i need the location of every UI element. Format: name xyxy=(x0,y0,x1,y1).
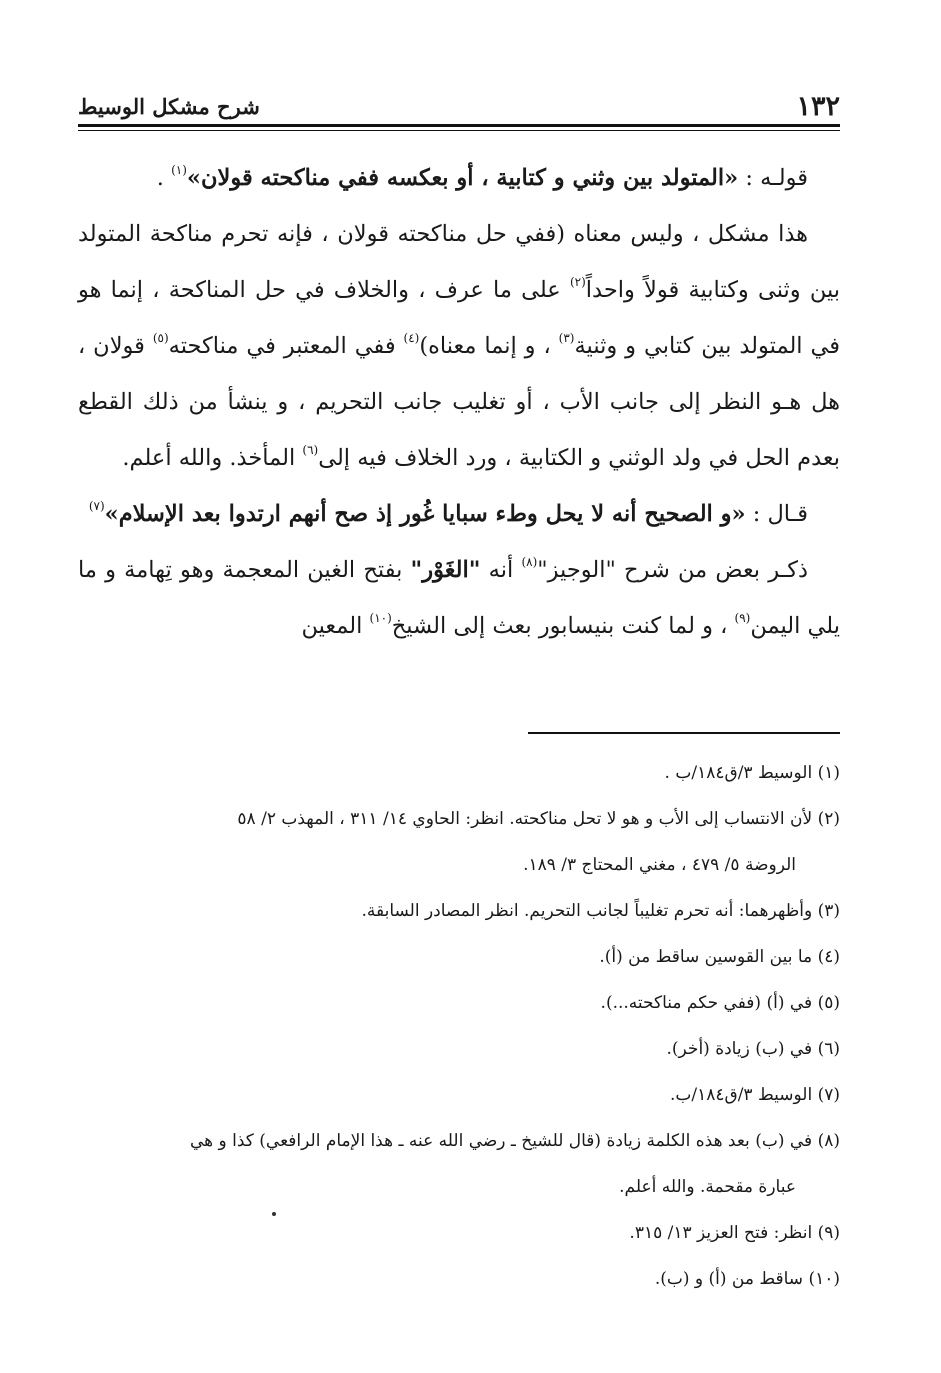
footnote-ref[interactable]: (٩) xyxy=(734,611,751,625)
text-run: قولان ، هل هـو النظر إلى جانب الأب ، أو تغليب جانب التحريم ، و ينشأ من ذلك القطع بعدم الحل في ولد الوثني و الكتابية ، ورد الخلاف فيه إلى xyxy=(78,333,840,471)
footnote-separator xyxy=(528,732,840,734)
footnote-ref[interactable]: (٦) xyxy=(302,443,319,457)
footnote-continuation: عبارة مقحمة. والله أعلم. xyxy=(619,1177,796,1197)
running-title: شرح مشكل الوسيط xyxy=(78,94,260,119)
footnote-ref[interactable]: (٣) xyxy=(558,331,575,345)
footnote-1 xyxy=(78,750,840,796)
footnote-2 xyxy=(78,796,840,888)
footnote-ref[interactable]: (٢) xyxy=(569,275,586,289)
footnote-8 xyxy=(78,1118,840,1210)
quoted-text: «و الصحيح أنه لا يحل وطء سبايا غُور إذ صح أنهم ارتدوا بعد الإسلام» xyxy=(104,501,746,527)
footnote-text: في (ب) زيادة (أخر). xyxy=(666,1039,813,1059)
paragraph-2 xyxy=(78,206,840,486)
text-run: ذكـر بعض من شرح "الوجيز" xyxy=(537,557,808,583)
term: "الغَوْر" xyxy=(410,557,481,583)
footnote-4 xyxy=(78,934,840,980)
footnote-10 xyxy=(78,1256,840,1302)
text-run: هذا مشكل ، وليس معناه (ففي حل مناكحته قولان ، فإنه تحرم مناكحة المتولد بين وثنى وكتابية قولاً واحداً xyxy=(78,221,841,303)
footnote-text: لأن الانتساب إلى الأب و هو لا تحل مناكحته. انظر: الحاوي ١٤/ ٣١١ ، المهذب ٢/ ٥٨ xyxy=(237,809,813,829)
footnote-ref[interactable]: (٥) xyxy=(152,331,169,345)
text-run: ، و لما كنت بنيسابور بعث إلى الشيخ xyxy=(391,613,735,639)
footnote-ref[interactable]: (٨) xyxy=(521,555,538,569)
page-header xyxy=(78,92,840,122)
footnote-number: (٢) xyxy=(817,809,840,829)
text-run: أنه xyxy=(480,557,522,583)
quote-label: قـال : xyxy=(745,501,808,527)
footnotes xyxy=(78,750,840,1302)
main-text xyxy=(78,150,840,654)
text-run: على ما عرف ، والخلاف في حل المناكحة ، إنما هو في المتولد بين كتابي و وثنية xyxy=(78,277,840,359)
text-run: بفتح الغين المعجمة وهو تِهامة و ما يلي اليمن xyxy=(78,557,840,639)
footnote-text: في (أ) (ففي حكم مناكحته...). xyxy=(600,993,813,1013)
footnote-3 xyxy=(78,888,840,934)
footnote-number: (٥) xyxy=(817,993,840,1013)
text-run: المأخذ. والله أعلم. xyxy=(122,445,303,471)
footnote-text: ساقط من (أ) و (ب). xyxy=(654,1269,804,1289)
footnote-number: (٦) xyxy=(817,1039,840,1059)
footnote-text: الوسيط ٣/ق١٨٤/ب . xyxy=(664,763,813,783)
quoted-text: «المتولد بين وثني و كتابية ، أو بعكسه ففي مناكحته قولان» xyxy=(186,165,739,191)
footnote-continuation: الروضة ٥/ ٤٧٩ ، مغني المحتاج ٣/ ١٨٩. xyxy=(523,855,796,875)
scan-speck xyxy=(272,1212,276,1216)
footnote-number: (٤) xyxy=(817,947,840,967)
footnote-number: (٨) xyxy=(817,1131,840,1151)
page-number: ١٣٢ xyxy=(796,91,840,122)
footnote-number: (٩) xyxy=(817,1223,840,1243)
footnote-ref[interactable]: (١) xyxy=(171,163,187,177)
header-rule-thin xyxy=(78,130,840,131)
footnote-ref[interactable]: (٧) xyxy=(88,499,105,513)
text-run: . xyxy=(156,165,172,191)
text-run: ففي المعتبر في مناكحته xyxy=(168,333,404,359)
footnote-ref[interactable]: (٤) xyxy=(403,331,420,345)
footnote-5 xyxy=(78,980,840,1026)
footnote-number: (٣) xyxy=(817,901,840,921)
footnote-number: (١٠) xyxy=(808,1269,840,1289)
footnote-7 xyxy=(78,1072,840,1118)
footnote-text: في (ب) بعد هذه الكلمة زيادة (قال للشيخ ـ رضي الله عنه ـ هذا الإمام الرافعي) كذا و هي xyxy=(189,1131,813,1151)
footnote-text: انظر: فتح العزيز ١٣/ ٣١٥. xyxy=(629,1223,813,1243)
footnote-6 xyxy=(78,1026,840,1072)
footnote-9 xyxy=(78,1210,840,1256)
quote-label: قولـه : xyxy=(738,165,808,191)
footnote-text: وأظهرهما: أنه تحرم تغليباً لجانب التحريم. انظر المصادر السابقة. xyxy=(361,901,813,921)
text-run: المعين xyxy=(301,613,370,639)
footnote-text: ما بين القوسين ساقط من (أ). xyxy=(599,947,813,967)
text-run: ، و إنما معناه) xyxy=(419,333,559,359)
paragraph-4 xyxy=(78,542,840,654)
footnote-text: الوسيط ٣/ق١٨٤/ب. xyxy=(669,1085,813,1105)
header-rule-thick xyxy=(78,124,840,127)
footnote-number: (٧) xyxy=(817,1085,840,1105)
paragraph-3 xyxy=(78,486,840,542)
footnote-number: (١) xyxy=(817,763,840,783)
footnote-ref[interactable]: (١٠) xyxy=(369,611,392,625)
paragraph-1 xyxy=(78,150,840,206)
